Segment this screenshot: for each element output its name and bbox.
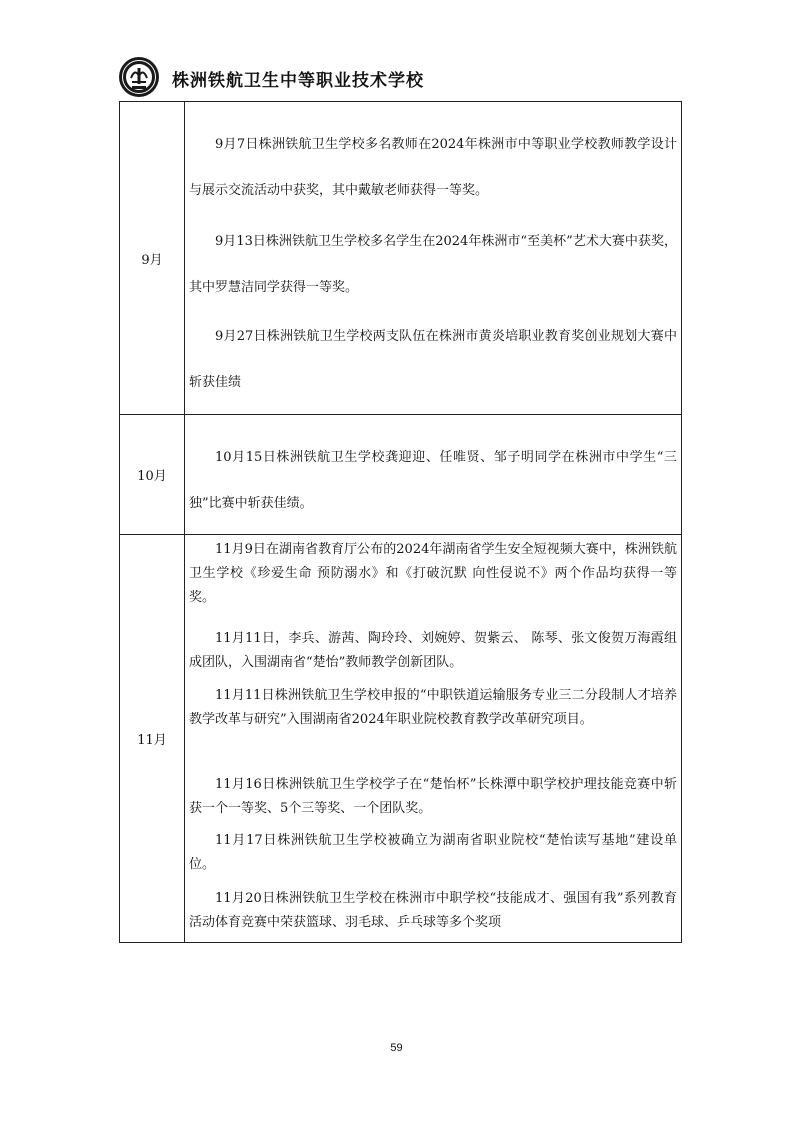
month-label: 10月 bbox=[137, 469, 167, 484]
month-cell bbox=[120, 415, 185, 534]
page-number: 59 bbox=[390, 1042, 403, 1054]
event-paragraph: 11月20日株洲铁航卫生学校在株洲市中职学校“技能成才、强国有我”系列教育活动体育竞赛中荣获篮球、羽毛球、乒乓球等多个奖项 bbox=[189, 891, 677, 930]
event-paragraph: 10月15日株洲铁航卫生学校龚迎迎、任唯贤、邹子明同学在株洲市中学生“三独”比赛中斩获佳绩。 bbox=[189, 450, 677, 511]
events-table bbox=[119, 101, 682, 943]
table-row-september bbox=[120, 102, 681, 415]
month-label: 11月 bbox=[137, 733, 167, 748]
school-logo-icon bbox=[118, 56, 160, 98]
event-paragraph: 9月13日株洲铁航卫生学校多名学生在2024年株洲市“至美杯”艺术大赛中获奖，其中罗慧洁同学获得一等奖。 bbox=[189, 234, 677, 295]
page-header bbox=[118, 56, 678, 98]
event-paragraph: 11月9日在湖南省教育厅公布的2024年湖南省学生安全短视频大赛中，株洲铁航卫生学校《珍爱生命 预防溺水》和《打破沉默 向性侵说不》两个作品均获得一等奖。 bbox=[189, 542, 677, 605]
event-paragraph: 11月11日株洲铁航卫生学校申报的“中职铁道运输服务专业三二分段制人才培养教学改革与研究”入围湖南省2024年职业院校教育教学改革研究项目。 bbox=[189, 688, 677, 727]
content-cell bbox=[185, 102, 681, 414]
month-cell bbox=[120, 102, 185, 414]
event-paragraph: 11月17日株洲铁航卫生学校被确立为湖南省职业院校“楚怡读写基地”建设单位。 bbox=[189, 833, 677, 872]
event-paragraph: 11月16日株洲铁航卫生学校学子在“楚怡杯”长株潭中职学校护理技能竞赛中斩获一个一等奖、5个三等奖、一个团队奖。 bbox=[189, 777, 677, 816]
content-cell bbox=[185, 535, 681, 942]
month-label: 9月 bbox=[141, 252, 163, 268]
content-cell bbox=[185, 415, 681, 534]
table-row-november bbox=[120, 535, 681, 942]
event-paragraph: 9月7日株洲铁航卫生学校多名教师在2024年株洲市中等职业学校教师教学设计与展示交流活动中获奖，其中戴敏老师获得一等奖。 bbox=[189, 137, 677, 198]
event-paragraph: 11月11日，李兵、游茜、陶玲玲、刘婉婷、贺紫云、 陈琴、张文俊贺万海霞组成团队，入围湖南省“楚怡”教师教学创新团队。 bbox=[189, 631, 677, 670]
school-name: 株洲铁航卫生中等职业技术学校 bbox=[172, 71, 424, 91]
month-cell bbox=[120, 535, 185, 942]
event-paragraph: 9月27日株洲铁航卫生学校两支队伍在株洲市黄炎培职业教育奖创业规划大赛中斩获佳绩 bbox=[189, 329, 677, 390]
table-row-october bbox=[120, 415, 681, 535]
